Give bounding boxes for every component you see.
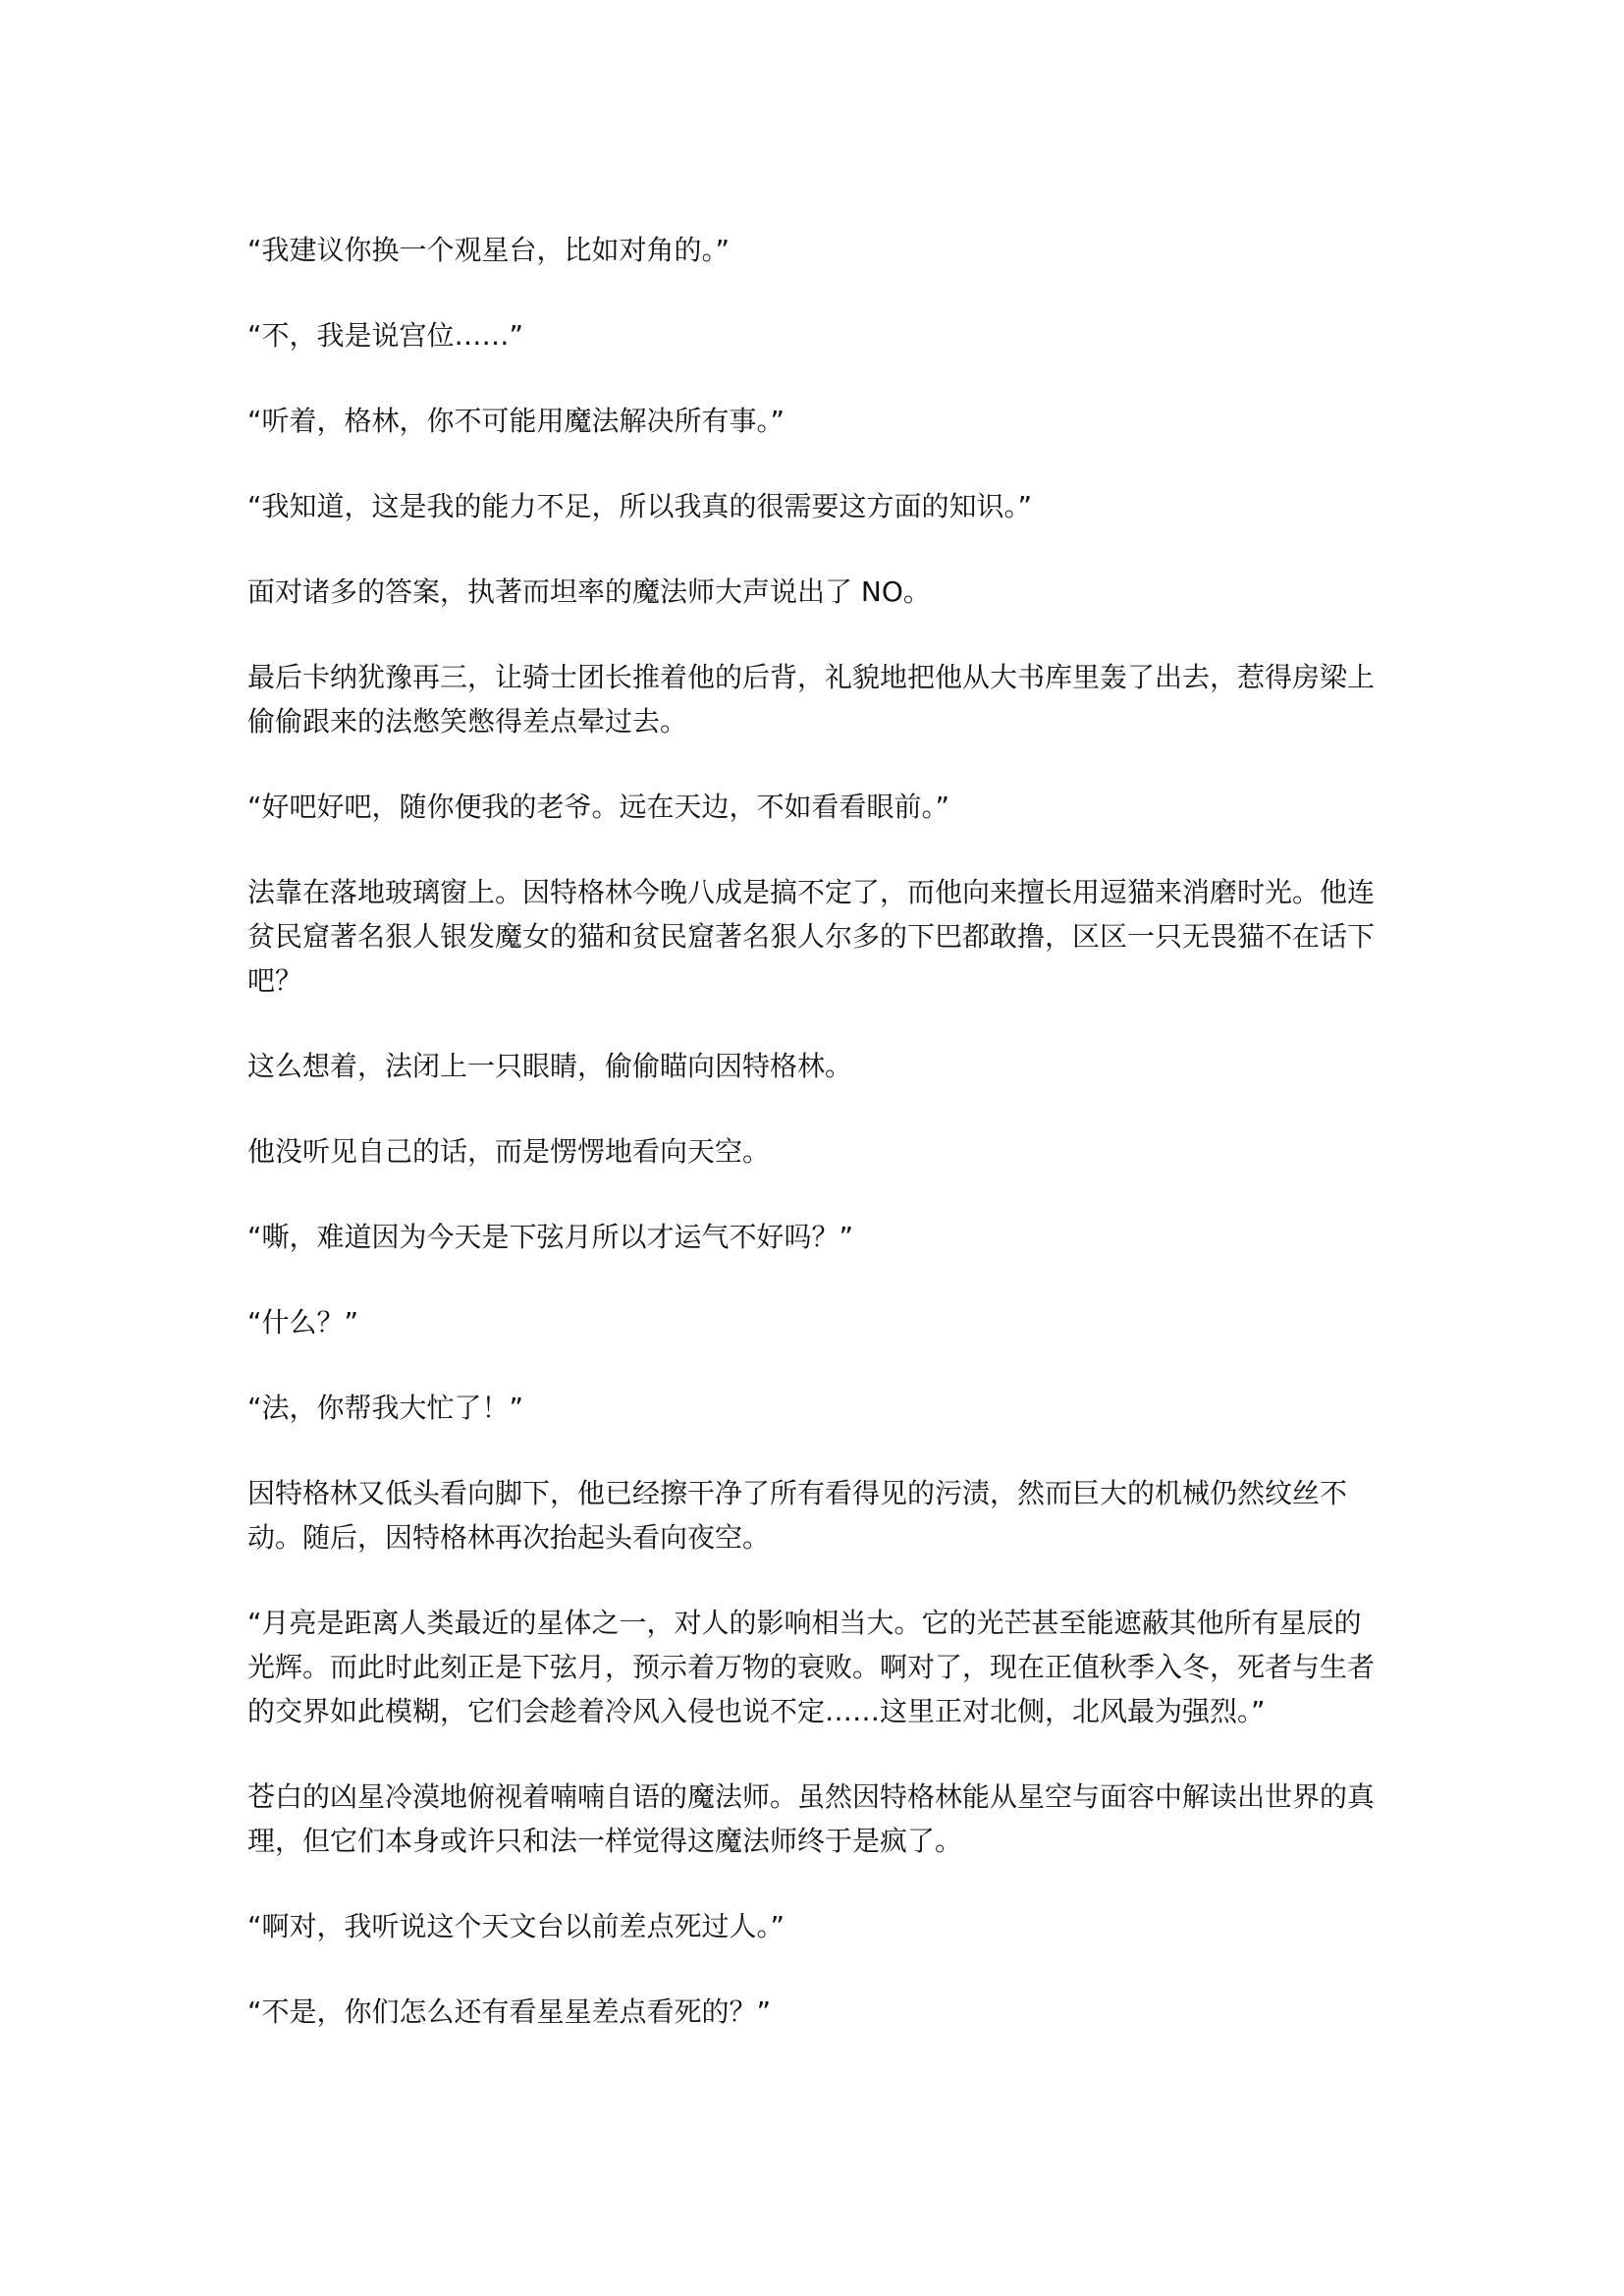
- paragraph-2: “不，我是说宫位……”: [247, 319, 524, 352]
- paragraph-10: 他没听见自己的话，而是愣愣地看向天空。: [247, 1135, 771, 1168]
- paragraph-1: “我建议你换一个观星台，比如对角的。”: [247, 234, 731, 266]
- paragraph-14: 因特格林又低头看向脚下，他已经擦干净了所有看得见的污渍，然而巨大的机械仍然纹丝不动。随后，因特格林再次抬起头看向夜空。: [247, 1477, 1348, 1554]
- paragraph-4: “我知道，这是我的能力不足，所以我真的很需要这方面的知识。”: [247, 490, 1033, 522]
- text-body: [247, 228, 1377, 2075]
- paragraph-18: “不是，你们怎么还有看星星差点看死的？”: [247, 1995, 772, 2028]
- paragraph-11: “嘶，难道因为今天是下弦月所以才运气不好吗？”: [247, 1221, 854, 1253]
- paragraph-8: 法靠在落地玻璃窗上。因特格林今晚八成是搞不定了，而他向来擅长用逗猫来消磨时光。他连贫民窟著名狠人银发魔女的猫和贫民窟著名狠人尔多的下巴都敢撸，区区一只无畏猫不在话下吧？: [247, 876, 1376, 997]
- paragraph-16: 苍白的凶星冷漠地俯视着喃喃自语的魔法师。虽然因特格林能从星空与面容中解读出世界的真理，但它们本身或许只和法一样觉得这魔法师终于是疯了。: [247, 1780, 1376, 1857]
- paragraph-7: “好吧好吧，随你便我的老爷。远在天边，不如看看眼前。”: [247, 791, 950, 823]
- paragraph-13: “法，你帮我大忙了！”: [247, 1392, 524, 1424]
- paragraph-12: “什么？”: [247, 1306, 359, 1339]
- paragraph-3: “听着，格林，你不可能用魔法解决所有事。”: [247, 405, 785, 437]
- paragraph-17: “啊对，我听说这个天文台以前差点死过人。”: [247, 1910, 785, 1942]
- paragraph-6: 最后卡纳犹豫再三，让骑士团长推着他的后背，礼貌地把他从大书库里轰了出去，惹得房梁上偷偷跟来的法憋笑憋得差点晕过去。: [247, 661, 1376, 738]
- paragraph-15: “月亮是距离人类最近的星体之一，对人的影响相当大。它的光芒甚至能遮蔽其他所有星辰的光辉。而此时此刻正是下弦月，预示着万物的衰败。啊对了，现在正值秋季入冬，死者与生者的交界如此模糊，它们会趁着冷风入侵也说不定……这里正对北侧，北风最为强烈。”: [247, 1607, 1376, 1727]
- paragraph-9: 这么想着，法闭上一只眼睛，偷偷瞄向因特格林。: [247, 1050, 853, 1082]
- paragraph-5: 面对诸多的答案，执著而坦率的魔法师大声说出了 NO。: [247, 575, 931, 608]
